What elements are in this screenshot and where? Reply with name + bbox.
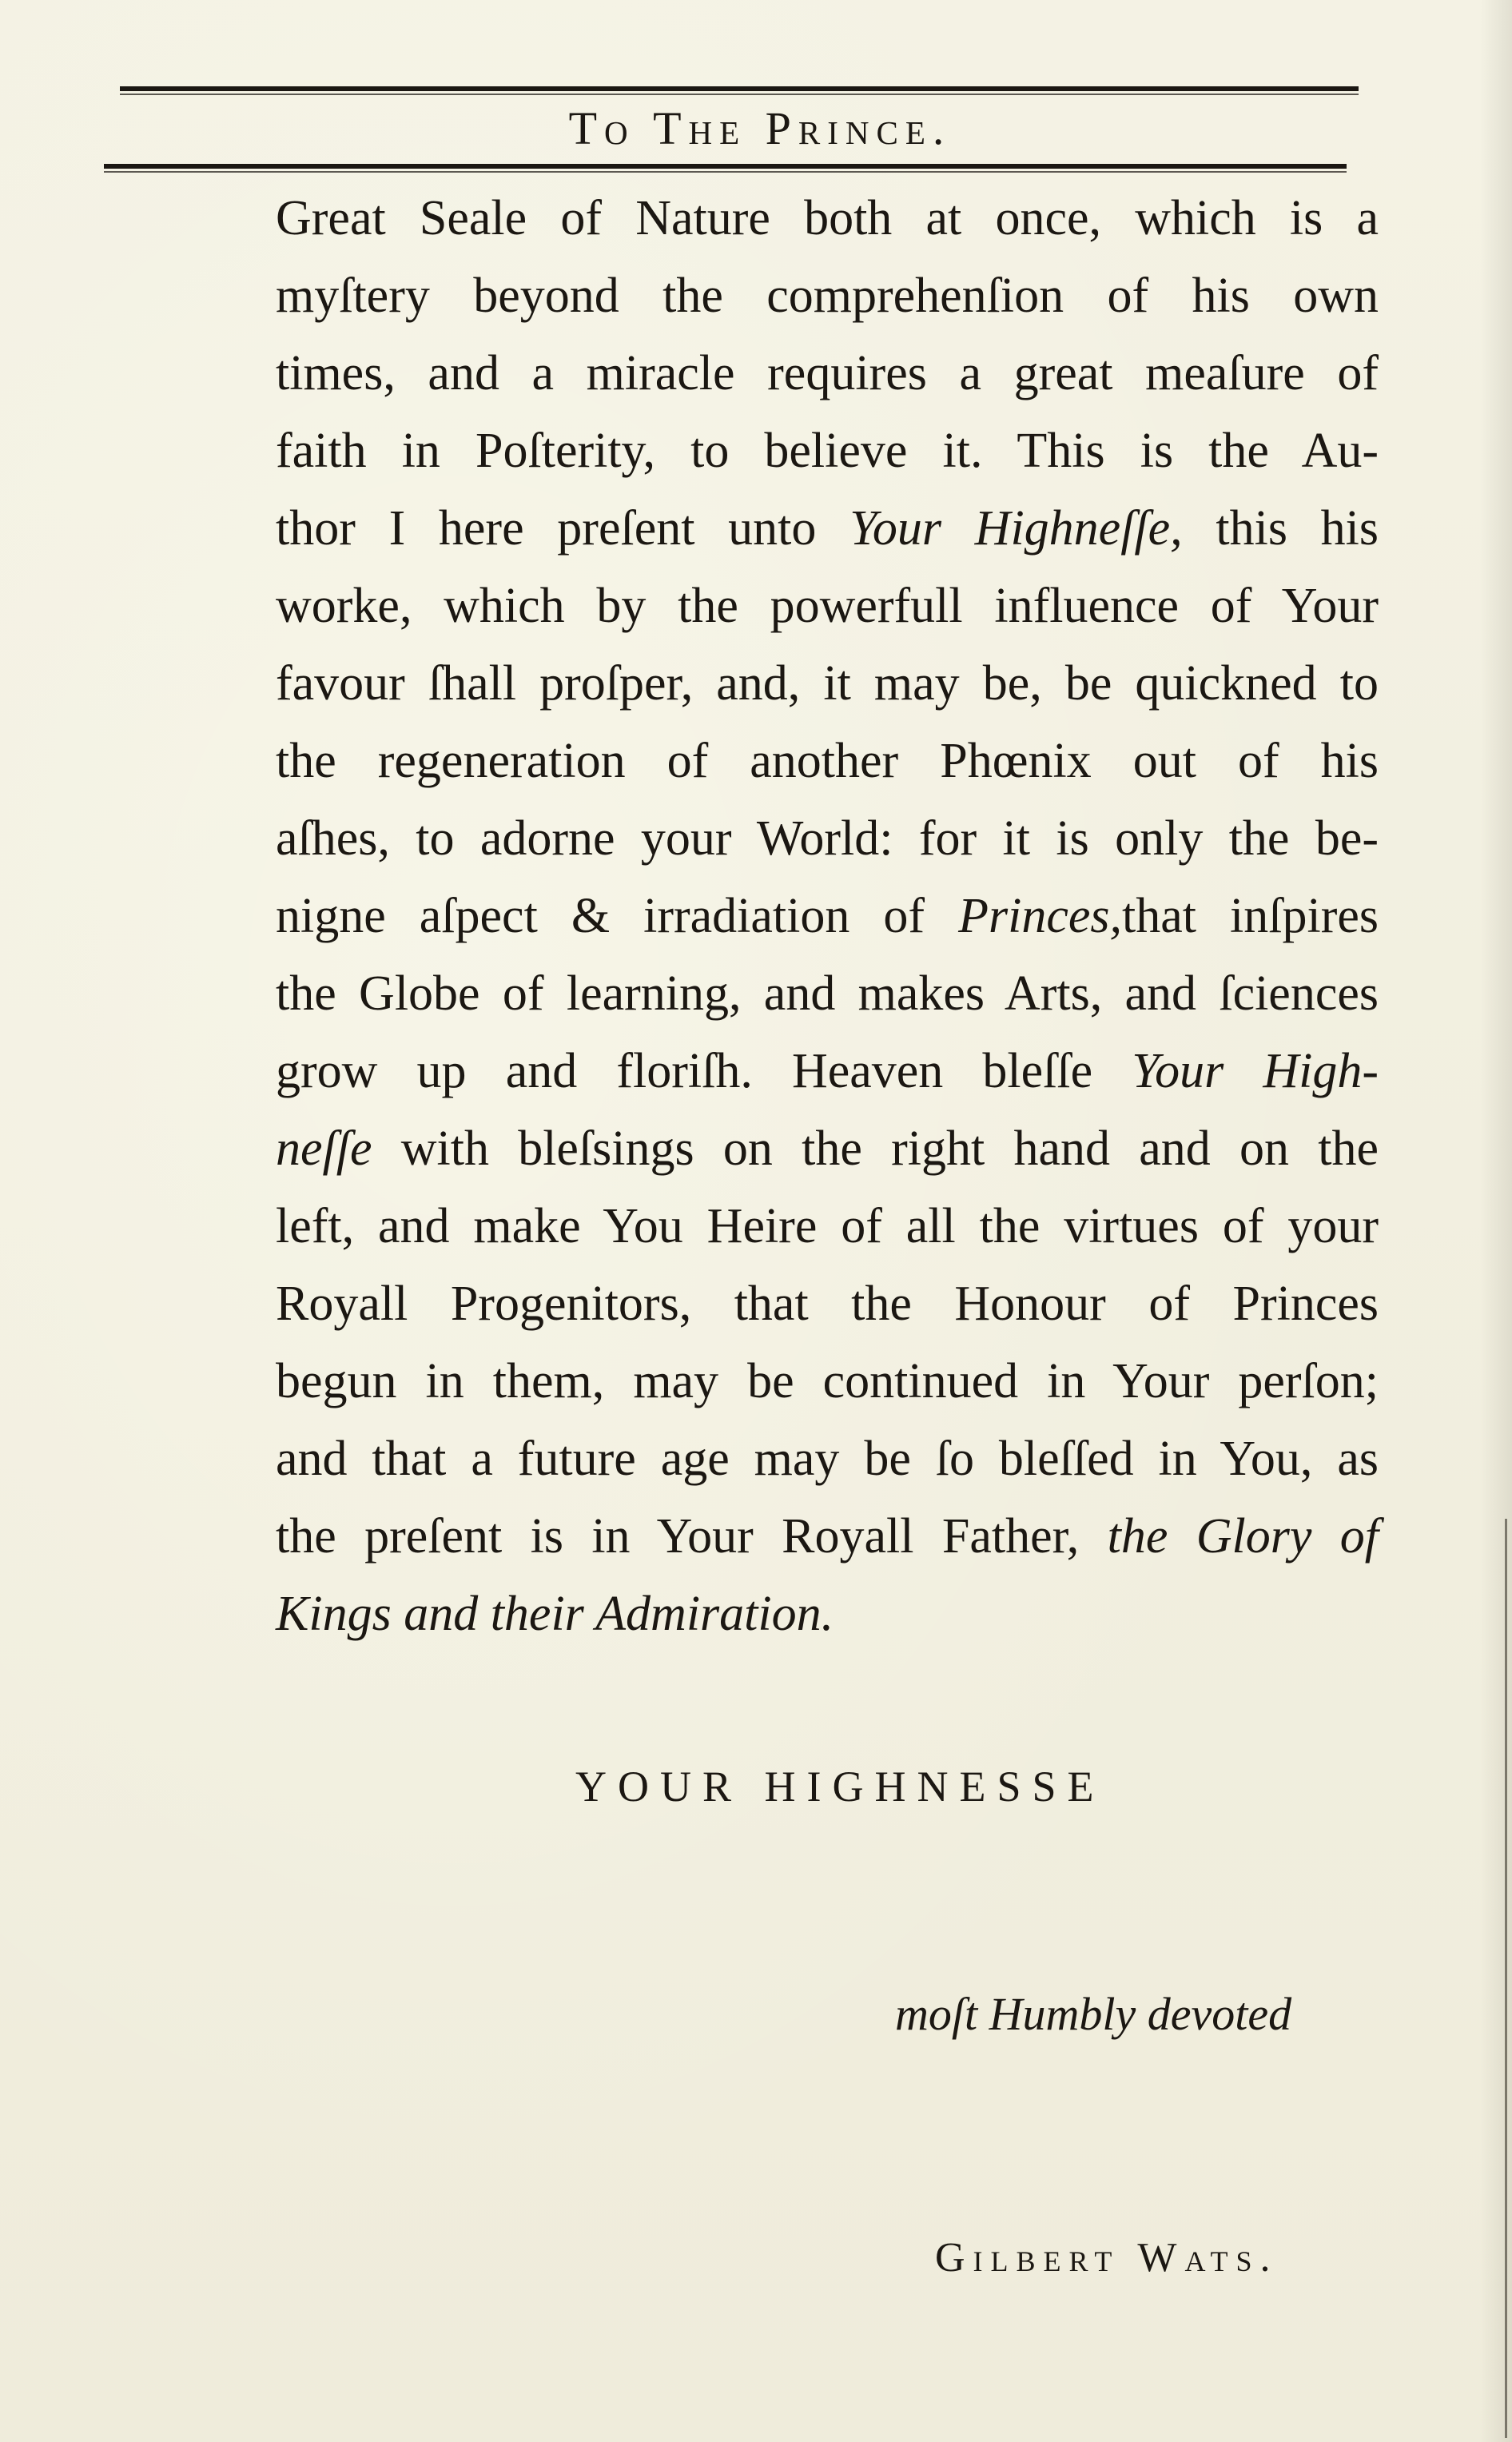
text-line: [276, 955, 1379, 1033]
text-segment: nigne aſpect & irradiation of: [276, 889, 959, 943]
text-line: [276, 490, 1379, 568]
dedication-body: [276, 180, 1379, 1653]
text-segment: begun in them, may be continued in Your perſon;: [276, 1354, 1379, 1408]
text-segment: worke, which by the powerfull influence of Your: [276, 579, 1379, 633]
text-line: [276, 180, 1379, 257]
italic-text: Kings and their Admiration.: [276, 1587, 834, 1641]
text-segment: and that a future age may be ſo bleſſed in You, as: [276, 1432, 1379, 1486]
italic-text: Your Highneſſe,: [850, 501, 1183, 556]
page-edge-shadow: [1480, 0, 1512, 2442]
text-line: [276, 257, 1379, 335]
text-segment: favour ſhall proſper, and, it may be, be quickned to: [276, 656, 1379, 711]
text-line: [276, 1033, 1379, 1110]
closing-devoted: moſt Humbly devoted: [895, 1988, 1292, 2040]
text-line: [276, 800, 1379, 878]
text-segment: aſhes, to adorne your World: for it is only the be-: [276, 811, 1379, 866]
head-bottom-rule: [104, 164, 1347, 169]
text-line: [276, 1110, 1379, 1188]
text-segment: the regeneration of another Phœnix out of his: [276, 734, 1379, 788]
italic-text: neſſe: [276, 1121, 372, 1176]
text-segment: with bleſsings on the right hand and on the: [372, 1121, 1379, 1176]
text-line: [276, 1343, 1379, 1420]
text-line: [276, 723, 1379, 800]
text-segment: thor I here preſent unto: [276, 501, 850, 556]
head-bottom-rule-thin: [104, 171, 1347, 173]
text-segment: left, and make You Heire of all the virtues of your: [276, 1199, 1379, 1253]
text-line: [276, 335, 1379, 412]
text-line: [276, 1188, 1379, 1265]
text-segment: Great Seale of Nature both at once, which is a: [276, 191, 1379, 245]
text-line: [276, 568, 1379, 645]
text-segment: the Globe of learning, and makes Arts, and ſciences: [276, 966, 1379, 1021]
text-line: [276, 1265, 1379, 1343]
text-line: [276, 1498, 1379, 1576]
text-segment: grow up and floriſh. Heaven bleſſe: [276, 1044, 1132, 1098]
text-segment: faith in Poſterity, to believe it. This is the Au-: [276, 424, 1379, 478]
text-segment: this his: [1182, 501, 1379, 556]
text-line: [276, 412, 1379, 490]
text-segment: myſtery beyond the comprehenſion of his own: [276, 269, 1379, 323]
text-line: [276, 1576, 1379, 1653]
italic-text: the Glory of: [1107, 1509, 1379, 1564]
text-segment: times, and a miracle requires a great meaſure of: [276, 346, 1379, 400]
running-head: To The Prince.: [568, 102, 952, 154]
text-line: [276, 878, 1379, 955]
signature: Gilbert Wats.: [935, 2235, 1279, 2281]
page-edge-line: [1505, 1519, 1507, 2438]
text-line: [276, 645, 1379, 723]
text-segment: the preſent is in Your Royall Father,: [276, 1509, 1108, 1564]
italic-text: Your High-: [1132, 1044, 1379, 1098]
top-rule: [120, 86, 1359, 91]
closing-title: YOUR HIGHNESSE: [575, 1763, 1105, 1811]
text-line: [276, 1420, 1379, 1498]
text-segment: that inſpires: [1122, 889, 1379, 943]
italic-text: Princes,: [958, 889, 1122, 943]
text-segment: Royall Progenitors, that the Honour of Princes: [276, 1277, 1379, 1331]
